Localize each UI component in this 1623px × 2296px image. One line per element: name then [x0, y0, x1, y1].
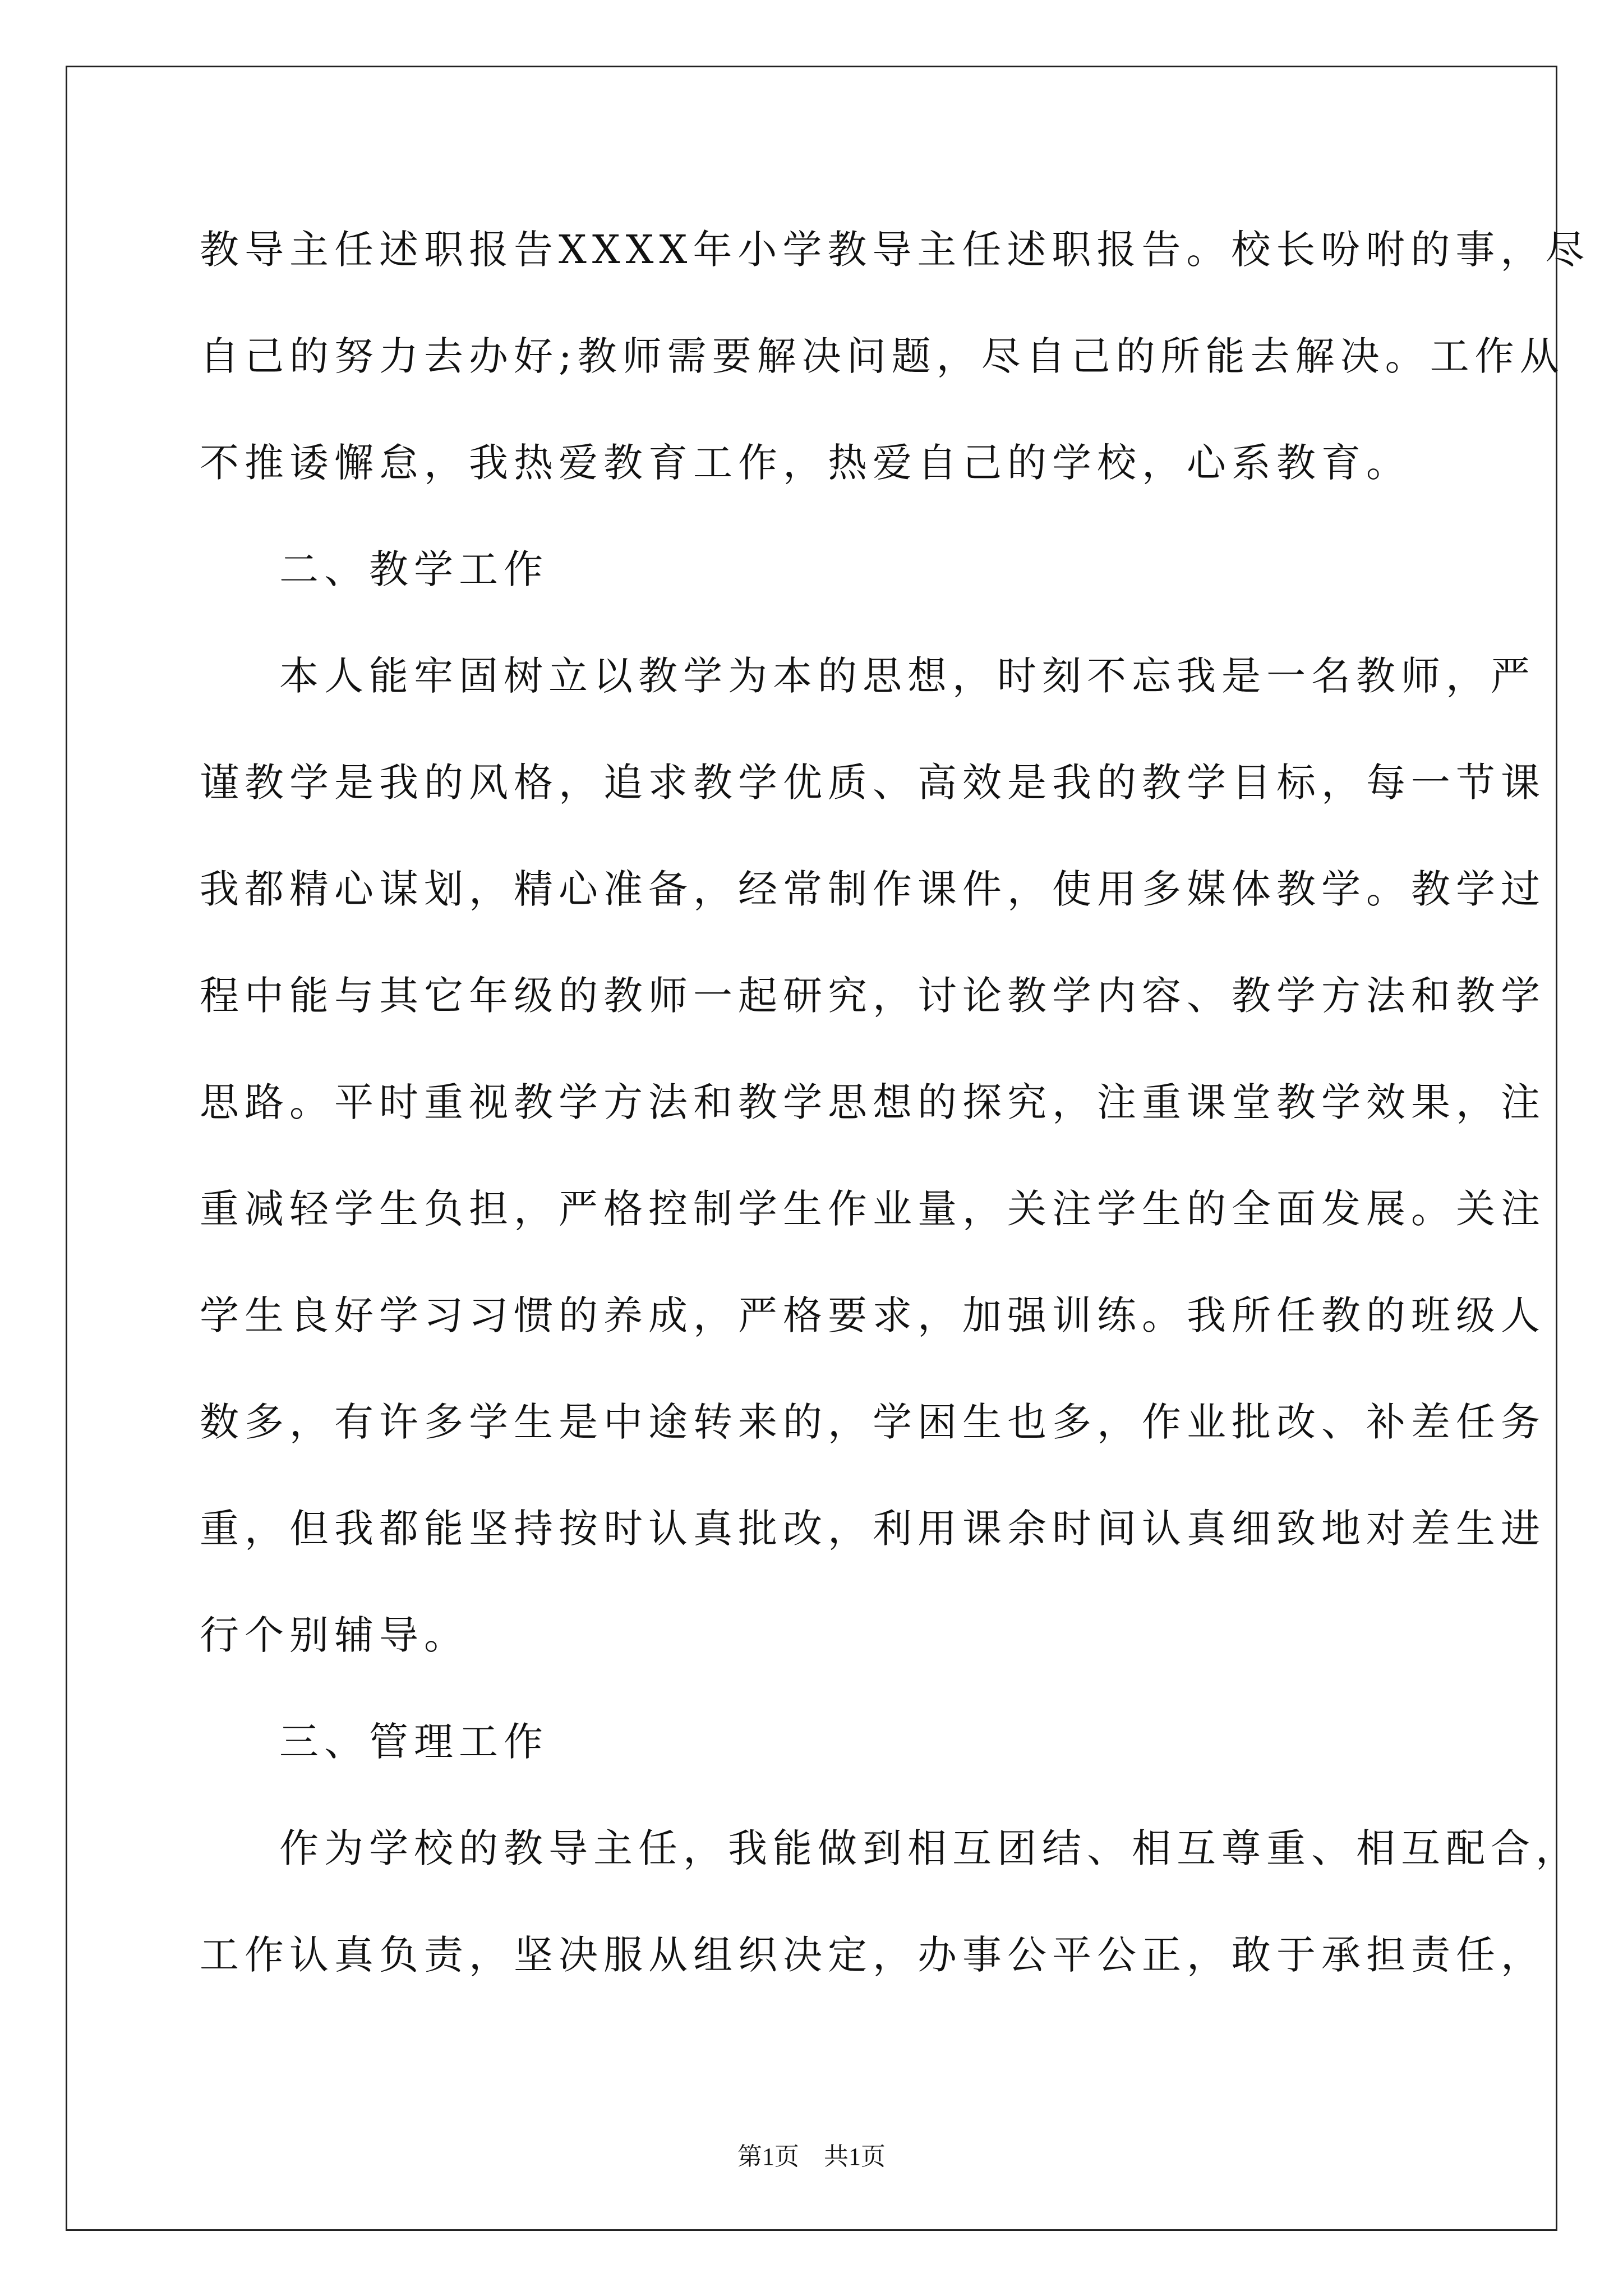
- section-heading-teaching: 二、教学工作: [279, 546, 548, 592]
- paragraph-start-line: 作为学校的教导主任，我能做到相互团结、相互尊重、相互配合，: [279, 1825, 1580, 1871]
- body-text-line: 重，但我都能坚持按时认真批改，利用课余时间认真细致地对差生进: [200, 1506, 1546, 1552]
- body-text-line: 行个别辅导。: [200, 1612, 469, 1658]
- body-text-line: 数多，有许多学生是中途转来的，学困生也多，作业批改、补差任务: [200, 1399, 1546, 1445]
- body-text-line: 工作认真负责，坚决服从组织决定，办事公平公正，敢于承担责任，: [200, 1932, 1546, 1978]
- body-text-line: 重减轻学生负担，严格控制学生作业量，关注学生的全面发展。关注: [200, 1186, 1546, 1232]
- page-number-footer: 第1页 共1页: [737, 2143, 886, 2170]
- page-border: [66, 66, 1557, 2231]
- body-text-line: 程中能与其它年级的教师一起研究，讨论教学内容、教学方法和教学: [200, 973, 1546, 1019]
- section-heading-management: 三、管理工作: [279, 1719, 548, 1765]
- body-text-line: 不推诿懈怠，我热爱教育工作，热爱自己的学校，心系教育。: [200, 440, 1411, 486]
- body-text-line: 谨教学是我的风格，追求教学优质、高效是我的教学目标，每一节课: [200, 760, 1546, 806]
- body-text-line: 自己的努力去办好;教师需要解决问题，尽自己的所能去解决。工作从: [200, 333, 1565, 379]
- paragraph-start-line: 本人能牢固树立以教学为本的思想，时刻不忘我是一名教师，严: [279, 653, 1536, 699]
- body-text-line: 学生良好学习习惯的养成，严格要求，加强训练。我所任教的班级人: [200, 1292, 1546, 1338]
- body-text-line: 我都精心谋划，精心准备，经常制作课件，使用多媒体教学。教学过: [200, 866, 1546, 912]
- body-text-line: 教导主任述职报告XXXX年小学教导主任述职报告。校长吩咐的事，尽: [200, 227, 1590, 273]
- body-text-line: 思路。平时重视教学方法和教学思想的探究，注重课堂教学效果，注: [200, 1079, 1546, 1125]
